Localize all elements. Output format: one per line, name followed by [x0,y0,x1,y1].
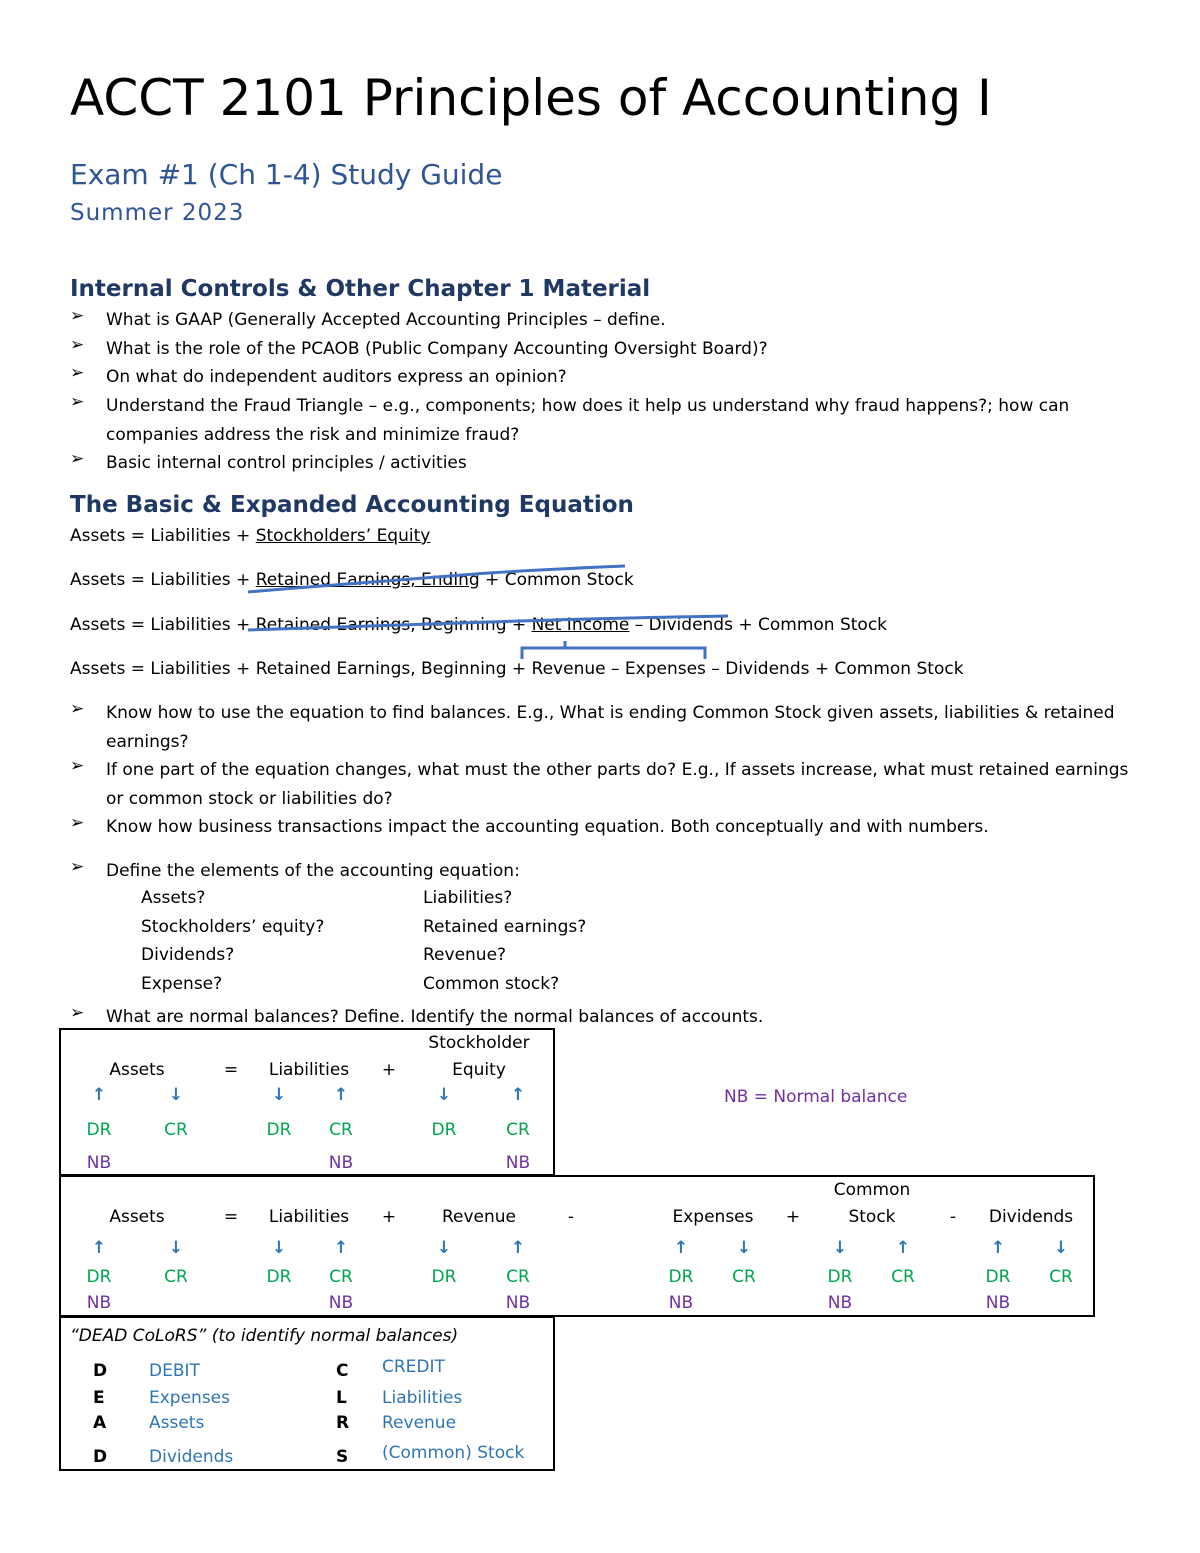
list-item: ➢ Define the elements of the accounting equation: [70,857,520,881]
plus-sign: + [785,1207,801,1227]
dr-label: DR [86,1120,112,1140]
dr-label: DR [266,1267,292,1287]
cr-label: CR [164,1120,188,1140]
mnemonic-word: CREDIT [382,1357,445,1377]
cr-label: CR [329,1120,353,1140]
element-assets: Assets? [141,888,206,908]
equation-basic: Assets = Liabilities + Stockholders’ Equity [70,526,431,546]
dr-label: DR [668,1267,694,1287]
plus-sign: + [381,1207,397,1227]
mnemonic-word: Expenses [149,1388,230,1408]
header-stockholder: Stockholder [428,1033,530,1053]
list-item: ➢ What is GAAP (Generally Accepted Accounting Principles – define. [70,306,666,330]
dr-label: DR [431,1120,457,1140]
cr-label: CR [891,1267,915,1287]
dr-label: DR [985,1267,1011,1287]
nb-label: NB [827,1293,853,1313]
down-arrow-icon: ↓ [832,1238,848,1258]
dr-label: DR [86,1267,112,1287]
plus-sign: + [381,1060,397,1080]
header-revenue: Revenue [441,1207,517,1227]
down-arrow-icon: ↓ [271,1085,287,1105]
mnemonic-word: DEBIT [149,1361,200,1381]
down-arrow-icon: ↓ [736,1238,752,1258]
nb-label: NB [328,1293,354,1313]
mnemonic-letter: A [93,1413,107,1433]
minus-sign: - [567,1207,575,1227]
up-arrow-icon: ↑ [333,1085,349,1105]
cr-label: CR [506,1120,530,1140]
header-stock: Stock [848,1207,896,1227]
nb-label: NB [328,1153,354,1173]
header-expenses: Expenses [672,1207,754,1227]
mnemonic-letter: C [336,1361,349,1381]
header-dividends: Dividends [988,1207,1074,1227]
cr-label: CR [732,1267,756,1287]
normal-balance-note: NB = Normal balance [724,1087,908,1107]
mnemonic-letter: L [336,1388,347,1408]
header-equity: Equity [452,1060,506,1080]
cr-label: CR [164,1267,188,1287]
element-stockholders-equity: Stockholders’ equity? [141,917,325,937]
mnemonic-word: Liabilities [382,1388,463,1408]
nb-label: NB [86,1153,112,1173]
up-arrow-icon: ↑ [673,1238,689,1258]
up-arrow-icon: ↑ [990,1238,1006,1258]
section-heading-internal-controls: Internal Controls & Other Chapter 1 Material [70,276,651,302]
nb-label: NB [668,1293,694,1313]
equals-sign: = [223,1060,239,1080]
dr-label: DR [827,1267,853,1287]
term-label: Summer 2023 [70,200,245,226]
bullet-arrow-icon: ➢ [70,756,85,776]
bullet-arrow-icon: ➢ [70,699,85,719]
bullet-arrow-icon: ➢ [70,813,85,833]
mnemonic-title: “DEAD CoLoRS” (to identify normal balances) [70,1326,459,1346]
equation-net-income: Assets = Liabilities + Retained Earnings, Beginning + Net Income – Dividends + Common Stock [70,615,888,635]
mnemonic-letter: S [336,1447,349,1467]
mnemonic-word: Assets [149,1413,205,1433]
down-arrow-icon: ↓ [1053,1238,1069,1258]
list-item: ➢ On what do independent auditors express an opinion? [70,363,567,387]
down-arrow-icon: ↓ [436,1085,452,1105]
equals-sign: = [223,1207,239,1227]
element-revenue: Revenue? [423,945,507,965]
down-arrow-icon: ↓ [271,1238,287,1258]
equation-retained-ending: Assets = Liabilities + Retained Earnings, Ending + Common Stock [70,570,634,590]
element-retained-earnings: Retained earnings? [423,917,587,937]
up-arrow-icon: ↑ [510,1085,526,1105]
element-common-stock: Common stock? [423,974,560,994]
page-title: ACCT 2101 Principles of Accounting I [70,69,992,127]
equation-expanded: Assets = Liabilities + Retained Earnings, Beginning + Revenue – Expenses – Dividends + Common Stock [70,659,964,679]
cr-label: CR [506,1267,530,1287]
down-arrow-icon: ↓ [168,1238,184,1258]
header-common: Common [833,1180,911,1200]
bullet-arrow-icon: ➢ [70,335,85,355]
up-arrow-icon: ↑ [510,1238,526,1258]
bullet-arrow-icon: ➢ [70,1003,85,1023]
cr-label: CR [1049,1267,1073,1287]
list-item: ➢ Understand the Fraud Triangle – e.g., components; how does it help us understand why fraud happens?; how can companies address the risk and minimize fraud? [70,392,1070,445]
mnemonic-word: Revenue [382,1413,457,1433]
section-heading-accounting-equation: The Basic & Expanded Accounting Equation [70,492,634,518]
bullet-arrow-icon: ➢ [70,306,85,326]
up-arrow-icon: ↑ [895,1238,911,1258]
bullet-arrow-icon: ➢ [70,449,85,469]
up-arrow-icon: ↑ [91,1085,107,1105]
normal-balance-table-expanded [59,1175,1095,1317]
list-item: ➢ What is the role of the PCAOB (Public Company Accounting Oversight Board)? [70,335,768,359]
element-dividends: Dividends? [141,945,235,965]
mnemonic-word: (Common) Stock [382,1443,525,1463]
nb-label: NB [985,1293,1011,1313]
header-assets: Assets [109,1207,165,1227]
mnemonic-letter: D [93,1447,108,1467]
mnemonic-word: Dividends [149,1447,234,1467]
list-item: ➢ Know how business transactions impact the accounting equation. Both conceptually and with numbers. [70,813,989,837]
bullet-arrow-icon: ➢ [70,392,85,412]
minus-sign: - [949,1207,957,1227]
nb-label: NB [86,1293,112,1313]
cr-label: CR [329,1267,353,1287]
header-liabilities: Liabilities [268,1207,350,1227]
list-item: ➢ Know how to use the equation to find balances. E.g., What is ending Common Stock given assets, liabilities & retained earnings? [70,699,1115,752]
mnemonic-letter: R [336,1413,350,1433]
list-item: ➢ If one part of the equation changes, what must the other parts do? E.g., If assets increase, what must retained earnings or common stock or liabilities do? [70,756,1129,809]
page-subtitle: Exam #1 (Ch 1-4) Study Guide [70,158,503,191]
header-liabilities: Liabilities [268,1060,350,1080]
down-arrow-icon: ↓ [168,1085,184,1105]
nb-label: NB [505,1293,531,1313]
bracket-mark [522,641,705,659]
up-arrow-icon: ↑ [333,1238,349,1258]
bullet-arrow-icon: ➢ [70,857,85,877]
down-arrow-icon: ↓ [436,1238,452,1258]
dr-label: DR [431,1267,457,1287]
mnemonic-letter: E [93,1388,105,1408]
dr-label: DR [266,1120,292,1140]
header-assets: Assets [109,1060,165,1080]
element-liabilities: Liabilities? [423,888,513,908]
element-expense: Expense? [141,974,223,994]
mnemonic-letter: D [93,1361,108,1381]
bullet-arrow-icon: ➢ [70,363,85,383]
list-item: ➢ What are normal balances? Define. Identify the normal balances of accounts. [70,1003,764,1027]
up-arrow-icon: ↑ [91,1238,107,1258]
nb-label: NB [505,1153,531,1173]
list-item: ➢ Basic internal control principles / activities [70,449,467,473]
